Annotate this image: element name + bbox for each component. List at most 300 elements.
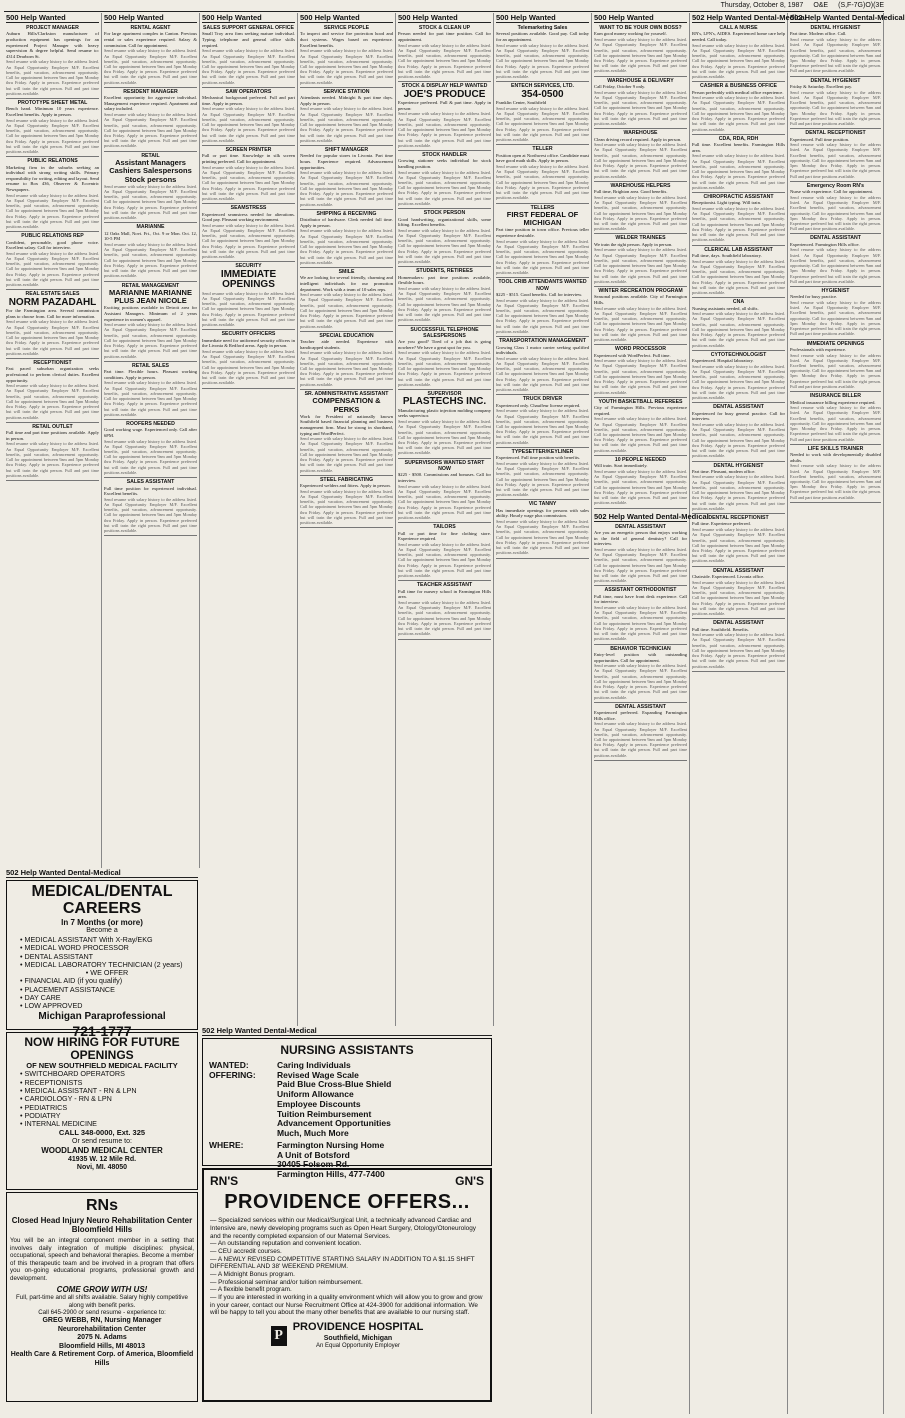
- ad-heading: TEACHER ASSISTANT: [416, 582, 473, 589]
- ad-title: PROVIDENCE OFFERS...: [224, 1190, 470, 1213]
- classified-ad: [6, 359, 99, 423]
- ad-body: Experienced for busy general practice. Call for interview.: [692, 410, 785, 422]
- paraprofessional-list: [10, 936, 194, 1011]
- ad-body: Seasonal positions available. City of Farmington Hills.: [594, 294, 687, 305]
- ad-list: [692, 24, 785, 672]
- section-heading-dental: 502 Help Wanted Dental-Medical: [790, 13, 905, 22]
- ad-filler: Send resume with salary history to the address listed. An Equal Opportunity Employer M/F. Excellent benefits, paid vacation, advancement opportunity. Call for appointment between 9am and 5pm Monday thru Friday. Apply in person. Experience preferred but will train the right person. Full and part time positions available.: [496, 519, 589, 556]
- ad-heading: WINTER RECREATION PROGRAM: [598, 288, 683, 295]
- ad-body: Full time position for experienced individual. Excellent benefits.: [104, 485, 197, 497]
- classified-ad: [202, 330, 295, 388]
- ad-body: Needed for busy practice.: [790, 294, 838, 300]
- classified-ad: [790, 340, 881, 393]
- classified-ad: [594, 77, 687, 130]
- header-date: Thursday, October 8, 1987: [720, 2, 804, 9]
- ad-body: Part time. Flexible hours. Pleasant working conditions. Apply in person.: [104, 369, 197, 380]
- ad-body: $225 - $515. Good benefits. Call for interview.: [496, 291, 583, 297]
- ad-filler: Send resume with salary history to the address listed. An Equal Opportunity Employer M/F. Excellent benefits, paid vacation, advancement opportunity. Call for appointment between 9am and 5pm Monday thru Friday. Apply in person. Experience preferred but will train the right person. Full and part time positions available.: [692, 42, 785, 80]
- where-line: Farmington Nursing Home: [277, 1139, 385, 1150]
- providence-footer: [210, 1321, 484, 1350]
- ad-body: Full time. Southfield. Benefits.: [692, 626, 749, 632]
- ad-heading: HYGIENIST: [821, 288, 850, 295]
- ad-filler: Send resume with salary history to the address listed. An Equal Opportunity Employer M/F. Excellent benefits, paid vacation, advancement opportunity. Call for appointment between 9am and 5pm Monday thru Friday. Apply in person. Experience preferred but will train the right person. Full and part time positions available.: [594, 604, 687, 642]
- ad-filler: Send resume with salary history to the address listed. An Equal Opportunity Employer M/F. Excellent benefits, paid vacation, advancement opportunity. Call for appointment between 9am and 5pm Monday thru Friday. Apply in person. Experience preferred but will train the right person. Full and part time positions available.: [300, 436, 393, 473]
- ad-body: Nursing assistants needed, all shifts.: [692, 305, 759, 311]
- ad-filler: Send resume with salary history to the address listed. An Equal Opportunity Employer M/F. Excellent benefits, paid vacation, advancement opportunity. Call for appointment between 9am and 5pm Monday thru Friday. Apply in person. Experience preferred but will train the right person. Full and part time positions available.: [790, 405, 881, 442]
- ad-filler: Send resume with salary history to the address listed. An Equal Opportunity Employer M/F. Excellent benefits, paid vacation, advancement opportunity. Call for appointment between 9am and 5pm Monday thru Friday. Apply in person. Experience preferred but will train the right person. Full and part time positions available.: [496, 355, 589, 393]
- ad-body: Call Friday, October 9 only.: [594, 84, 646, 90]
- ad-filler: Send resume with salary history to the address listed. An Equal Opportunity Employer M/F. Excellent benefits, paid vacation, advancement opportunity. Call for appointment between 9am and 5pm Monday thru Friday. Apply in person. Experience preferred but will train the right person. Full and part time positions available.: [692, 206, 785, 243]
- list-item: • MEDICAL ASSISTANT - RN & LPN: [20, 1087, 194, 1095]
- list-item: • WE OFFER: [20, 969, 194, 977]
- classified-ad: [496, 500, 589, 558]
- ad-list: [496, 24, 589, 559]
- ad-filler: Send resume with salary history to the address listed. An Equal Opportunity Employer M/F. Excellent benefits, paid vacation, advancement opportunity. Call for appointment between 9am and 5pm Monday thru Friday. Apply in person. Experience preferred but will train the right person. Full and part time positions available.: [594, 358, 687, 395]
- ad-filler: Send resume with salary history to the address listed. An Equal Opportunity Employer M/F. Excellent benefits, paid vacation, advancement opportunity. Call for appointment between 9am and 5pm Monday thru Friday. Apply in person. Experience preferred but will train the right person. Full and part time positions available.: [398, 227, 491, 265]
- row-value: Revised Wage Scale: [277, 1069, 359, 1080]
- row-key: WANTED:: [209, 1059, 249, 1070]
- classified-ad: [300, 268, 393, 332]
- ad-body: Excellent opportunity for aggressive individual. Management experience required. Apartment and salary included.: [104, 95, 197, 112]
- ad-list: [202, 24, 295, 388]
- list-item: • LOW APPROVED: [20, 1002, 194, 1010]
- classified-ad: [496, 24, 589, 82]
- display-ads-left: [4, 868, 200, 1416]
- ad-filler: Send resume with salary history to the address listed. An Equal Opportunity Employer M/F. Excellent benefits, paid vacation, advancement opportunity. Call for appointment between 9am and 5pm Monday thru Friday. Apply in person. Experience preferred but will train the right person. Full and part time positions available.: [496, 238, 589, 275]
- ad-heading: ASSISTANT ORTHODONTIST: [604, 587, 677, 594]
- ad-heading: RETAIL OUTLET: [32, 423, 73, 430]
- ad-heading: TRANSPORTATION MANAGEMENT: [499, 338, 586, 345]
- classified-ad: [6, 232, 99, 290]
- ad-filler: Send resume with salary history to the address listed. An Equal Opportunity Employer M/F. Excellent benefits, paid vacation, advancement opportunity. Call for appointment between 9am and 5pm Monday thru Friday. Apply in person. Experience preferred but will train the right person. Full and part time positions available.: [692, 632, 785, 669]
- ad-body: Friday & Saturday. Excellent pay.: [790, 84, 853, 90]
- ad-heading: SALES ASSISTANT: [126, 479, 175, 486]
- ad-heading: SUPERVISORS WANTED START NOW: [404, 459, 485, 473]
- ad-heading: LIFE SKILLS TRAINER: [807, 445, 864, 452]
- ad-heading: INSURANCE BILLER: [809, 393, 861, 400]
- classified-ad: [496, 278, 589, 337]
- classified-ad: [104, 223, 197, 281]
- ad-heading: PROTOTYPE SHEET METAL: [17, 100, 88, 107]
- ad-filler: Send resume with salary history to the address listed. An Equal Opportunity Employer M/F. Excellent benefits, paid vacation, advancement opportunity. Call for appointment between 9am and 5pm Monday thru Friday. Apply in person. Experience preferred but will train the right person. Full and part time positions available.: [790, 194, 881, 232]
- ad-emphasis: IMMEDIATE OPENINGS: [220, 268, 277, 291]
- classified-ad: [790, 392, 881, 445]
- ad-filler: Send resume with salary history to the address listed. An Equal Opportunity Employer M/F. Excellent benefits, paid vacation, advancement opportunity. Call for appointment between 9am and 5pm Monday thru Friday. Apply in person. Experience preferred but will train the right person. Full and part time positions available.: [104, 438, 197, 475]
- ad-body: Fast paced suburban organization seeks professional to perform clerical duties. Excellent opportunity.: [6, 366, 99, 383]
- ad-body: Full or part time for fine clothing store. Experience required.: [398, 530, 491, 542]
- ad-heading: DENTAL ASSISTANT: [615, 703, 666, 710]
- paraprofessional-ad: [6, 880, 198, 1039]
- section-heading: 500 Help Wanted: [6, 13, 99, 23]
- ad-body: Full time, must have front desk experience. Call for interview.: [594, 593, 687, 605]
- classified-ad: [202, 88, 295, 146]
- ad-org: WOODLAND MEDICAL CENTER: [41, 1146, 163, 1156]
- woodland-list: [10, 1070, 194, 1128]
- ad-filler: Send resume with salary history to the address listed. An Equal Opportunity Employer M/F. Excellent benefits, paid vacation, advancement opportunity. Call for appointment between 9am and 5pm Monday thru Friday. Apply in person. Experience preferred but will train the right person. Full and part time positions available.: [398, 541, 491, 579]
- ad-heading: IMMEDIATE OPENINGS: [806, 340, 865, 347]
- ad-body: Full time and part time positions available. Apply in person.: [6, 430, 99, 441]
- ad-heading: PUBLIC RELATIONS: [27, 158, 78, 165]
- ad-filler: Send resume with salary history to the address listed. An Equal Opportunity Employer M/F. Excellent benefits, paid vacation, advancement opportunity. Call for appointment between 9am and 5pm Monday thru Friday. Apply in person. Experience preferred but will train the right person. Full and part time positions available.: [202, 290, 295, 328]
- ad-filler: Send resume with salary history to the address listed. An Equal Opportunity Employer M/F. Excellent benefits, paid vacation, advancement opportunity. Call for appointment between 9am and 5pm Monday thru Friday. Apply in person. Experience preferred but will train the right person. Full and part time positions available.: [398, 419, 491, 456]
- ad-filler: Send resume with salary history to the address listed. An Equal Opportunity Employer M/F. Excellent benefits, paid vacation, advancement opportunity. Call for appointment between 9am and 5pm Monday thru Friday. Apply in person. Experience preferred but will train the right person. Full and part time positions available.: [202, 48, 295, 85]
- ad-body: Experienced. Full time position with benefits.: [496, 455, 581, 461]
- ad-heading: TAILORS: [433, 524, 456, 531]
- ad-filler: Send resume with salary history to the address listed. An Equal Opportunity Employer M/F. Excellent benefits, paid vacation, advancement opportunity. Call for appointment between 9am and 5pm Monday thru Friday. Apply in person. Experience preferred but will train the right person. Full and part time positions available.: [6, 192, 99, 229]
- ad-list: [104, 24, 197, 536]
- ad-heading: SHIPPING & RECEIVING: [316, 210, 377, 217]
- classified-ad: [398, 581, 491, 639]
- ad-body: Manufacturing plastic injection molding company seeks supervisor.: [398, 407, 491, 419]
- ad-heading: CYTOTECHNOLOGIST: [710, 351, 767, 358]
- ad-body: Experience preferred. Full & part time. Apply in person:: [398, 100, 491, 111]
- ad-heading: RESIDENT MANAGER: [123, 88, 178, 95]
- ad-filler: Send resume with salary history to the address listed. An Equal Opportunity Employer M/F. Excellent benefits, paid vacation, advancement opportunity. Call for appointment between 9am and 5pm Monday thru Friday. Apply in person. Experience preferred but will train the right person. Full and part time positions available.: [496, 297, 589, 334]
- ad-body: Small Troy area firm seeking mature individual. Typing, telephone and general office skills required.: [202, 31, 295, 48]
- ad-body: Several positions available. Good pay. Call today for an appointment.: [496, 31, 589, 43]
- ad-heading: CASHIER & BUSINESS OFFICE: [700, 83, 777, 90]
- where-line: Farmington Hills, 477-7400: [277, 1169, 385, 1180]
- ad-heading: RENTAL AGENT: [130, 25, 171, 32]
- classified-ad: [104, 478, 197, 536]
- ad-heading: PROJECT MANAGER: [26, 25, 79, 32]
- where-line: A Unit of Botsford: [277, 1149, 350, 1160]
- ad-filler: Send resume with salary history to the address listed. An Equal Opportunity Employer M/F. Excellent benefits, paid vacation, advancement opportunity. Call for appointment between 9am and 5pm Monday thru Friday. Apply in person. Experience preferred but will train the right person. Full and part time positions available.: [496, 42, 589, 80]
- ad-body: Full time. Excellent benefits. Farmington Hills area.: [692, 142, 785, 153]
- ad-heading: RETAIL: [141, 152, 160, 159]
- classified-ad: [104, 282, 197, 362]
- offer-list: [209, 1080, 485, 1139]
- ad-filler: Send resume with salary history to the address listed. An Equal Opportunity Employer M/F. Excellent benefits, paid vacation, advancement opportunity. Call for appointment between 9am and 5pm Monday thru Friday. Apply in person. Experience preferred but will train the right person. Full and part time positions available.: [104, 112, 197, 149]
- ad-heading: WAREHOUSE: [623, 130, 658, 137]
- list-item: • INTERNAL MEDICINE: [20, 1120, 194, 1128]
- ad-title: RNs: [85, 1197, 118, 1215]
- list-item: • PEDIATRICS: [20, 1104, 194, 1112]
- ad-filler: Send resume with salary history to the address listed. An Equal Opportunity Employer M/F. Excellent benefits, paid vacation, advancement opportunity. Call for appointment between 9am and 5pm Monday thru Friday. Apply in person. Experience preferred but will train the right person. Full and part time positions available.: [790, 299, 881, 337]
- ad-body: RN's, LPN's, AIDES. Experienced home care help needed. Call today.: [692, 31, 785, 43]
- ad-filler: Send resume with salary history to the address listed. An Equal Opportunity Employer M/F. Excellent benefits, paid vacation, advancement opportunity. Call for appointment between 9am and 5pm Monday thru Friday. Apply in person. Experience preferred but will train the right person. Full and part time positions available.: [202, 106, 295, 143]
- classified-ad: [496, 337, 589, 395]
- ad-body: Receptionist. Light typing. Will train.: [692, 200, 762, 206]
- ad-body: Full time, days. Southfield laboratory.: [692, 252, 762, 258]
- ad-filler: Send resume with salary history to the address listed. An Equal Opportunity Employer M/F. Excellent benefits, paid vacation, advancement opportunity. Call for appointment between 9am and 5pm Monday thru Friday. Apply in person. Experience preferred but will train the right person. Full and part time positions available.: [398, 169, 491, 206]
- ad-filler: Send resume with salary history to the address listed. An Equal Opportunity Employer M/F. Excellent benefits, paid vacation, advancement opportunity. Call for appointment between 9am and 5pm Monday thru Friday. Apply in person. Experience preferred but will train the right person. Full and part time positions available.: [594, 305, 687, 342]
- classified-ad: [692, 514, 785, 567]
- classified-ad: [594, 182, 687, 235]
- ad-filler: Send resume with salary history to the address listed. An Equal Opportunity Employer M/F. Excellent benefits, paid vacation, advancement opportunity. Call for appointment between 9am and 5pm Monday thru Friday. Apply in person. Experience preferred but will train the right person. Full and part time positions available.: [496, 105, 589, 143]
- ad-body: $225 - $500. Commissions and bonuses. Call for interview.: [398, 472, 491, 483]
- ad-heading: WANT TO BE YOUR OWN BOSS?: [599, 25, 682, 32]
- ad-body: Entry-level position with outstanding opportunities. Call for appointment.: [594, 651, 687, 663]
- classified-ad: [692, 351, 785, 404]
- ad-body: Marketing firm in the suburbs seeking an individual with strong writing skills. Primary responsibility for writing, editing and layout. Send resume to Box 436, Observer & Eccentric Newspapers.: [6, 164, 99, 192]
- ad-emphasis: 354-0500: [521, 88, 564, 100]
- ad-body: Experienced seamstress needed for alterations. Good pay. Pleasant working environment.: [202, 211, 295, 223]
- classified-ad: [300, 476, 393, 529]
- classified-ad: [594, 234, 687, 287]
- classified-ad: [692, 24, 785, 82]
- ad-heading: WAREHOUSE & DELIVERY: [607, 77, 674, 84]
- ad-filler: Send resume with salary history to the address listed. An Equal Opportunity Employer M/F. Excellent benefits, paid vacation, advancement opportunity. Call for appointment between 9am and 5pm Monday thru Friday. Apply in person. Experience preferred but will train the right person. Full and part time positions available.: [790, 352, 881, 389]
- ad-filler: Send resume with salary history to the address listed. An Equal Opportunity Employer M/F. Excellent benefits, paid vacation, advancement opportunity. Call for appointment between 9am and 5pm Monday thru Friday. Apply in person. Experience preferred but will train the right person. Full and part time positions available.: [6, 117, 99, 155]
- ad-address: 41935 W. 12 Mile Rd.: [67, 1155, 137, 1163]
- ad-body: Person needed for part time position. Call for appointment.: [398, 31, 491, 43]
- ad-filler: Send resume with salary history to the address listed. An Equal Opportunity Employer M/F. Excellent benefits, paid vacation, advancement opportunity. Call for appointment between 9am and 5pm Monday thru Friday. Apply in person. Experience preferred but will train the right person. Full and part time positions available.: [300, 292, 393, 329]
- nursing-assistants-ad: [202, 1038, 492, 1180]
- school-name: Michigan Paraprofessional: [38, 1010, 166, 1022]
- ad-body: Earn good money working for yourself.: [594, 31, 667, 37]
- ad-heading: SPECIAL EDUCATION: [319, 332, 374, 339]
- ad-body: Person preferably with medical office experience.: [692, 89, 784, 95]
- ad-filler: Send resume with salary history to the address listed. An Equal Opportunity Employer M/F. Excellent benefits, paid vacation, advancement opportunity. Call for appointment between 9am and 5pm Monday thru Friday. Apply in person. Experience preferred but will train the right person. Full and part time positions available.: [496, 163, 589, 201]
- ad-body: Has immediate openings for persons with sales ability. Hourly wage plus commission.: [496, 507, 589, 519]
- ad-filler: Send resume with salary history to the address listed. An Equal Opportunity Employer M/F. Excellent benefits, paid vacation, advancement opportunity. Call for appointment between 9am and 5pm Monday thru Friday. Apply in person. Experience preferred but will train the right person. Full and part time positions available.: [594, 468, 687, 506]
- ad-list: [790, 24, 881, 503]
- ad-body: Are you good? Tired of a job that is going nowhere? We have a great spot for you.: [398, 339, 491, 350]
- ad-body: Needed to work with developmentally disabled adults.: [790, 452, 881, 463]
- ad-subtitle: In 7 Months (or more): [61, 917, 143, 927]
- ad-filler: Send resume with salary history to the address listed. An Equal Opportunity Employer M/F. Excellent benefits, paid vacation, advancement opportunity. Call for appointment between 9am and 5pm Monday thru Friday. Apply in person. Experience preferred but will train the right person. Full and part time positions available.: [594, 247, 687, 284]
- classified-ad: [594, 398, 687, 456]
- ad-filler: Send resume with salary history to the address listed. An Equal Opportunity Employer M/F. Excellent benefits, paid vacation, advancement opportunity. Call for appointment between 9am and 5pm Monday thru Friday. Apply in person. Experience preferred but will train the right person. Full and part time positions available.: [300, 488, 393, 526]
- ad-filler: Send resume with salary history to the address listed. An Equal Opportunity Employer M/F. Excellent benefits, paid vacation, advancement opportunity. Call for appointment between 9am and 5pm Monday thru Friday. Apply in person. Experience preferred but will train the right person. Full and part time positions available.: [398, 483, 491, 520]
- classified-ad: [496, 448, 589, 501]
- ad-filler: Send resume with salary history to the address listed. An Equal Opportunity Employer M/F. Excellent benefits, paid vacation, advancement opportunity. Call for appointment between 9am and 5pm Monday thru Friday. Apply in person. Experience preferred but will train the right person. Full and part time positions available.: [104, 48, 197, 85]
- classified-ad: [202, 146, 295, 204]
- column-7: [592, 13, 709, 1414]
- ad-heading: VIC TANNY: [528, 501, 557, 508]
- ad-filler: Send resume with salary history to the address listed. An Equal Opportunity Employer M/F. Excellent benefits, paid vacation, advancement opportunity. Call for appointment between 9am and 5pm Monday thru Friday. Apply in person. Experience preferred but will train the right person. Full and part time positions available.: [398, 599, 491, 637]
- ad-body: Professionals with experience.: [790, 346, 847, 352]
- list-item: • PODIATRY: [20, 1112, 194, 1120]
- ad-body: Good handwriting, organizational skills, some lifting. Excellent benefits.: [398, 216, 491, 228]
- classified-ad: [790, 287, 881, 340]
- classified-ad: [300, 24, 393, 88]
- ad-body: Auburn Hills/Clarkston manufacturer of production equipment has openings for an experienced Project Manager with heavy supervision & degree helpful. Send resume to: 4314 Dearborn St.: [6, 31, 99, 59]
- ad-filler: Send resume with salary history to the address listed. An Equal Opportunity Employer M/F. Excellent benefits, paid vacation, advancement opportunity. Call for appointment between 9am and 5pm Monday thru Friday. Apply in person. Experience preferred but will train the right person. Full and part time positions available.: [790, 463, 881, 500]
- classified-ad: [398, 267, 491, 325]
- rns-ad: [6, 1192, 198, 1402]
- tag-rns: RN'S: [210, 1174, 239, 1189]
- classified-ad: [104, 420, 197, 478]
- ad-heading: STUDENTS, RETIREES: [416, 268, 473, 275]
- section-heading-dental: 502 Help Wanted Dental-Medical: [6, 868, 198, 878]
- ad-heading: CDA, RDA, RDH: [718, 135, 759, 142]
- providence-ad: [202, 1168, 492, 1402]
- ad-heading: DENTAL ASSISTANT: [810, 235, 861, 242]
- ad-filler: Send resume with salary history to the address listed. An Equal Opportunity Employer M/F. Excellent benefits, paid vacation, advancement opportunity. Call for appointment between 9am and 5pm Monday thru Friday. Apply in person. Experience preferred but will train the right person. Full and part time positions available.: [594, 546, 687, 584]
- classified-ad: [594, 523, 687, 587]
- ad-heading: SERVICE PEOPLE: [323, 25, 370, 32]
- classified-ad: [594, 586, 687, 644]
- ad-filler: Send resume with salary history to the address listed. An Equal Opportunity Employer M/F. Excellent benefits, paid vacation, advancement opportunity. Call for appointment between 9am and 5pm Monday thru Friday. Apply in person. Experience preferred but will train the right person. Full and part time positions available.: [790, 89, 881, 127]
- classified-ad: [496, 204, 589, 279]
- ad-heading: DENTAL HYGIENIST: [810, 25, 861, 32]
- classified-ad: [6, 157, 99, 232]
- ad-body: Franklin Center, Southfield: [496, 100, 547, 106]
- classified-ad: [496, 145, 589, 203]
- ad-emphasis: FIRST FEDERAL OF MICHIGAN: [506, 209, 579, 228]
- ad-body: For large apartment complex in Canton. Previous rental or sales experience required. Salary & commission. Call for appointment.: [104, 31, 197, 48]
- section-heading: 500 Help Wanted: [398, 13, 491, 23]
- classified-ad: [6, 99, 99, 157]
- ad-heading: SMILE: [338, 269, 355, 276]
- ad-filler: Send resume with salary history to the address listed. An Equal Opportunity Employer M/F. Excellent benefits, paid vacation, advancement opportunity. Call for appointment between 9am and 5pm Monday thru Friday. Apply in person. Experience preferred but will train the right person. Full and part time positions available.: [594, 142, 687, 179]
- ad-heading: MARIANNE: [136, 224, 165, 231]
- page-masthead: [4, 2, 884, 12]
- ad-body: Distributor of hardware. Clerk needed full time. Apply in person.: [300, 217, 393, 228]
- ad-body: Work for President of nationally known Southfield based financial planning and business management firm. Must be strong in shorthand, typing and WordPerfect.: [300, 413, 393, 436]
- ad-heading: SERVICE STATION: [323, 88, 370, 95]
- classified-ad: [300, 390, 393, 476]
- ad-heading: WORD PROCESSOR: [614, 346, 666, 353]
- ad-heading: REAL ESTATE SALES: [25, 291, 80, 298]
- classified-ad: [398, 209, 491, 267]
- ad-subtitle: OF NEW SOUTHFIELD MEDICAL FACILITY: [26, 1061, 178, 1071]
- ad-body: 12 Oaks Mall, Novi. Fri., Oct. 9 or Mon. Oct. 12, 10-5 PM: [104, 230, 197, 242]
- ad-city: Novi, MI. 48050: [76, 1164, 128, 1172]
- ad-body: Medical insurance billing experience required.: [790, 399, 876, 405]
- ad-body: Attendants needed. Midnight & part time days. Apply in person.: [300, 95, 393, 106]
- list-item: • SWITCHBOARD OPERATORS: [20, 1070, 194, 1078]
- ad-body: Needed for popular stores in Livonia. Part time hours. Experience required. Advancement opportunities.: [300, 153, 393, 170]
- column-6: [494, 13, 592, 1414]
- ad-heading: SUCCESSFUL TELEPHONE SALESPERSONS: [410, 326, 479, 339]
- ad-filler: Send resume with salary history to the address listed. An Equal Opportunity Employer M/F. Excellent benefits, paid vacation, advancement opportunity. Call for appointment between 9am and 5pm Monday thru Friday. Apply in person. Experience preferred but will train the right person. Full and part time positions available.: [6, 441, 99, 478]
- classified-ad: [692, 462, 785, 515]
- ad-body: Nurse with experience. Call for appointment.: [790, 189, 874, 195]
- providence-list: [210, 1217, 484, 1317]
- list-item: — If you are interested in working in a quality environment which will allow you to grow and grow in your career, contact our Nurse Recruitment Office at 424-3900 for additional information. We will be happy to tell you about the many other benefits that are available to our nursing staff.: [210, 1294, 483, 1317]
- classified-ad: [496, 395, 589, 448]
- classified-ad: [300, 332, 393, 390]
- classified-ad: [300, 146, 393, 210]
- row-key: OFFERING:: [209, 1069, 256, 1080]
- ad-body: Part time. Pleasant, modern office.: [692, 468, 756, 474]
- row-value: [277, 1141, 385, 1180]
- ad-heading: TYPESETTER/KEYLINER: [511, 448, 574, 455]
- hospital-city: Southfield, Michigan: [323, 1334, 393, 1342]
- classified-ad: [6, 24, 99, 99]
- classified-ad: [692, 619, 785, 672]
- classified-ad: [692, 82, 785, 135]
- classified-ad: [790, 24, 881, 77]
- list-item: Tuition Reimbursement: [277, 1108, 372, 1119]
- ad-heading: DENTAL ASSISTANT: [713, 404, 764, 411]
- ad-filler: Send resume with salary history to the address listed. An Equal Opportunity Employer M/F. Excellent benefits, paid vacation, advancement opportunity. Call for appointment between 9am and 5pm Monday thru Friday. Apply in person. Experience preferred but will train the right person. Full and part time positions available.: [692, 474, 785, 511]
- ad-heading: SECURITY OFFICERS: [221, 331, 276, 338]
- row-key: WHERE:: [209, 1139, 244, 1150]
- school-phone: 721-1777: [72, 1022, 132, 1039]
- ad-heading: DENTAL ASSISTANT: [713, 620, 764, 627]
- ad-heading: Telemarketing Sales: [517, 25, 568, 32]
- ad-list: [398, 24, 491, 639]
- list-item: — A Midnight Bonus program.: [210, 1270, 295, 1278]
- ad-filler: Send resume with salary history to the address listed. An Equal Opportunity Employer M/F. Excellent benefits, paid vacation, advancement opportunity. Call for appointment between 9am and 5pm Monday thru Friday. Apply in person. Experience preferred but will train the right person. Full and part time positions available.: [6, 250, 99, 288]
- classified-ad: [790, 129, 881, 182]
- classified-ad: [790, 234, 881, 287]
- ad-heading: SUPERVISOR: [427, 391, 462, 398]
- section-heading-dental: 502 Help Wanted Dental-Medical: [594, 511, 709, 521]
- ad-footer: Health Care & Retirement Corp. of America, Bloomfield Hills: [10, 1351, 194, 1367]
- ad-filler: Send resume with salary history to the address listed. An Equal Opportunity Employer M/F. Excellent benefits, paid vacation, advancement opportunity. Call for appointment between 9am and 5pm Monday thru Friday. Apply in person. Experience preferred but will train the right person. Full and part time positions available.: [692, 153, 785, 190]
- ad-body: You will be an integral component member in a setting that involves daily integration of multiple disciplines: physical, occupational, speech and behavioral therapies. Become a member of this therapeutic team and be involved in a program that offers you on-going educational programs, professional growth and development.: [10, 1237, 194, 1282]
- where-line: 30405 Folsom Rd.: [277, 1159, 350, 1170]
- ad-heading: TRUCK DRIVER: [522, 396, 563, 403]
- classified-ad: [790, 77, 881, 130]
- classified-ad: [692, 567, 785, 620]
- classified-ad: [692, 298, 785, 351]
- classified-ad: [202, 204, 295, 262]
- hospital-name: PROVIDENCE HOSPITAL: [292, 1321, 424, 1334]
- ad-filler: Send resume with salary history to the address listed. An Equal Opportunity Employer M/F. Excellent benefits, paid vacation, advancement opportunity. Call for appointment between 9am and 5pm Monday thru Friday. Apply in person. Experience preferred but will train the right person. Full and part time positions available.: [398, 111, 491, 148]
- ad-body: Teacher aide needed. Experience with handicapped students.: [300, 339, 393, 350]
- ad-filler: Send resume with salary history to the address listed. An Equal Opportunity Employer M/F. Excellent benefits, paid vacation, advancement opportunity. Call for appointment between 9am and 5pm Monday thru Friday. Apply in person. Experience preferred but will train the right person. Full and part time positions available.: [692, 363, 785, 401]
- ad-person: GREG WEBB, RN, Nursing Manager: [42, 1316, 162, 1324]
- ad-filler: Send resume with salary history to the address listed. An Equal Opportunity Employer M/F. Excellent benefits, paid vacation, advancement opportunity. Call for appointment between 9am and 5pm Monday thru Friday. Apply in person. Experience preferred but will train the right person. Full and part time positions available.: [692, 258, 785, 295]
- ad-filler: Send resume with salary history to the address listed. An Equal Opportunity Employer M/F. Excellent benefits, paid vacation, advancement opportunity. Call for appointment between 9am and 5pm Monday thru Friday. Apply in person. Experience preferred but will train the right person. Full and part time positions available.: [790, 37, 881, 74]
- ad-filler: Send resume with salary history to the address listed. An Equal Opportunity Employer M/F. Excellent benefits, paid vacation, advancement opportunity. Call for appointment between 9am and 5pm Monday thru Friday. Apply in person. Experience preferred but will train the right person. Full and part time positions available.: [104, 241, 197, 279]
- list-item: • FINANCIAL AID (if you qualify): [20, 977, 194, 985]
- classified-ad: [594, 129, 687, 182]
- classified-ad: [104, 88, 197, 152]
- ad-org: Neurorehabilitation Center: [57, 1325, 147, 1333]
- column-8: [690, 13, 807, 1414]
- section-heading-dental: 502 Help Wanted Dental-Medical: [202, 1026, 492, 1036]
- list-item: Uniform Allowance: [277, 1089, 354, 1100]
- ad-body: Experienced welders and fitters. Apply in person.: [300, 483, 391, 489]
- ad-heading: DENTAL HYGIENIST: [810, 77, 861, 84]
- classified-ad: [692, 193, 785, 246]
- ad-filler: Send resume with salary history to the address listed. An Equal Opportunity Employer M/F. Excellent benefits, paid vacation, advancement opportunity. Call for appointment between 9am and 5pm Monday thru Friday. Apply in person. Experience preferred but will train the right person. Full and part time positions available.: [104, 496, 197, 534]
- ad-filler: Send resume with salary history to the address listed. An Equal Opportunity Employer M/F. Excellent benefits, paid vacation, advancement opportunity. Call for appointment between 9am and 5pm Monday thru Friday. Apply in person. Experience preferred but will train the right person. Full and part time positions available.: [594, 194, 687, 232]
- display-ads-middle: [200, 1026, 494, 1416]
- ad-heading: STOCK & CLEAN UP: [418, 25, 471, 32]
- ad-heading: DENTAL RECEPTIONIST: [708, 515, 769, 522]
- ad-heading: PUBLIC RELATIONS REP: [21, 233, 84, 240]
- list-item: • MEDICAL LABORATORY TECHNICIAN (2 years): [20, 961, 194, 969]
- section-heading: 500 Help Wanted: [104, 13, 197, 23]
- classified-ad: [398, 523, 491, 581]
- list-item: • RECEPTIONISTS: [20, 1079, 194, 1087]
- classified-ad: [692, 246, 785, 299]
- section-heading-dental: 502 Help Wanted Dental-Medical: [692, 13, 807, 22]
- list-item: — A flexible benefit program.: [210, 1286, 292, 1294]
- classified-ad: [398, 326, 491, 391]
- ad-heading: STOCK PERSON: [423, 210, 466, 217]
- ad-body: Experienced. Farmington Hills office.: [790, 241, 860, 247]
- column-9: [788, 13, 905, 1414]
- classified-ad: [104, 24, 197, 88]
- ad-body: Good working wage. Experienced only. Call after 6PM.: [104, 427, 197, 438]
- ad-body: We are looking for several friendly, charming and intelligent individuals for our promotion department. Work with a team of 10 sales reps.: [300, 275, 393, 292]
- ad-filler: Send resume with salary history to the address listed. An Equal Opportunity Employer M/F. Excellent benefits, paid vacation, advancement opportunity. Call for appointment between 9am and 5pm Monday thru Friday. Apply in person. Experience preferred but will train the right person. Full and part time positions available.: [594, 416, 687, 453]
- ad-heading: ENTECH SERVICES, LTD.: [511, 83, 574, 90]
- ad-body: Immediate need for uniformed security officers in the Livonia & Redford areas. Apply in person.: [202, 337, 295, 349]
- hospital-eoe: An Equal Opportunity Employer: [315, 1343, 401, 1350]
- ad-emphasis: PLASTECHS INC.: [402, 396, 487, 408]
- ad-filler: Send resume with salary history to the address listed. An Equal Opportunity Employer M/F. Excellent benefits, paid vacation, advancement opportunity. Call for appointment between 9am and 5pm Monday thru Friday. Apply in person. Experience preferred but will train the right person. Full and part time positions available.: [104, 380, 197, 417]
- ad-filler: Send resume with salary history to the address listed. An Equal Opportunity Employer M/F. Excellent benefits, paid vacation, advancement opportunity. Call for appointment between 9am and 5pm Monday thru Friday. Apply in person. Experience preferred but will train the right person. Full and part time positions available.: [594, 721, 687, 758]
- classified-ad: [594, 703, 687, 761]
- ad-body: Experienced. Hospital laboratory.: [692, 358, 754, 364]
- list-item: — Specialized services within our Medical/Surgical Unit, a technically advanced Cardiac and Intensive are, newly developing programs such as Open Heart Surgery, Otology/Otoneurology and the recently completed expansion of our Maternal Services.: [210, 1217, 476, 1240]
- ad-body: Growing stationer seeks individual for stock handling position.: [398, 158, 491, 169]
- list-item: Paid Blue Cross-Blue Shield: [277, 1079, 392, 1090]
- ad-body: Full or part time. Knowledge in silk screen printing preferred. Call for appointment.: [202, 153, 295, 165]
- ad-body: Bench hand. Minimum 10 years experience. Excellent benefits. Apply in person.: [6, 106, 99, 118]
- ad-body: Confident, personable, good phone voice. Excellent salary. Call for interview.: [6, 239, 99, 251]
